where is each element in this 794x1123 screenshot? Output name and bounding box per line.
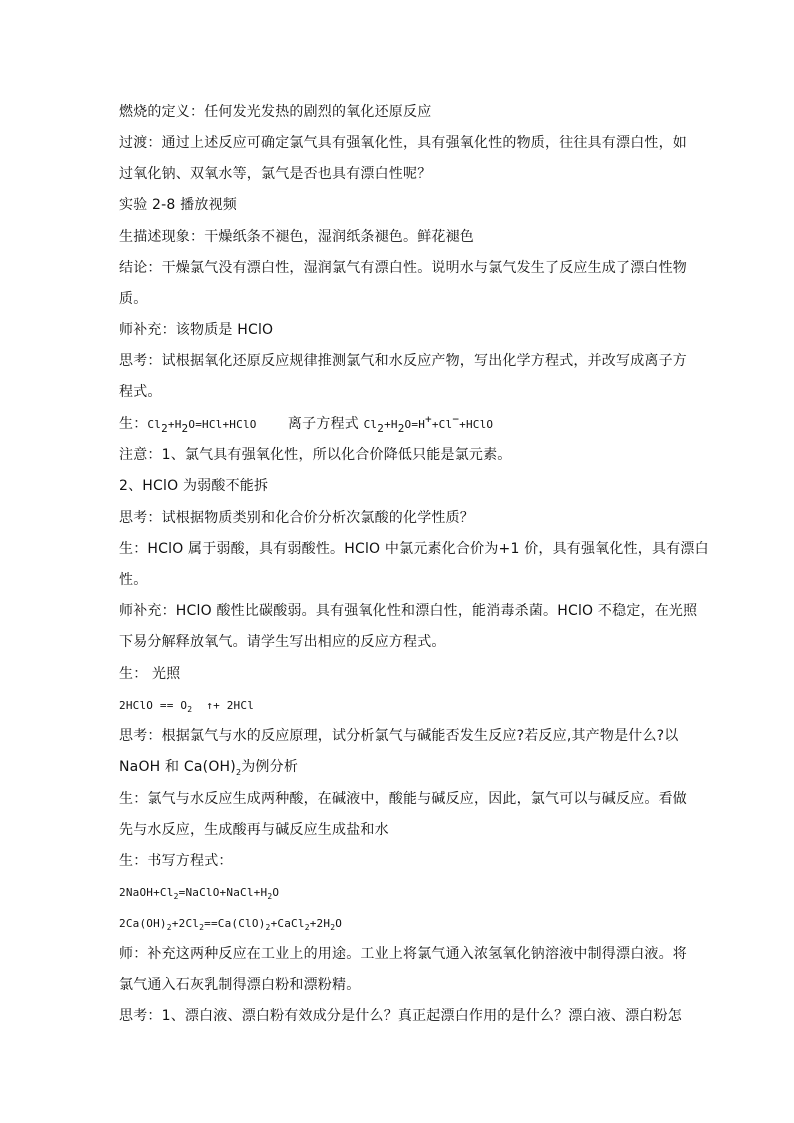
text-line: 生：氯气与水反应生成两种酸，在碱液中，酸能与碱反应，因此，氯气可以与碱反应。看做 <box>119 791 687 807</box>
text-line: 性。 <box>119 572 148 588</box>
text-line: 过氧化钠、双氧水等，氯气是否也具有漂白性呢？ <box>119 166 432 182</box>
text-line: 燃烧的定义：任何发光发热的剧烈的氧化还原反应 <box>119 104 432 120</box>
text-line: 生描述现象：干燥纸条不褪色，湿润纸条褪色。鲜花褪色 <box>119 229 474 245</box>
text-line: NaOH 和 $Ca(OH)_2$为例分析 <box>119 759 299 777</box>
text-line: 思考：1、漂白液、漂白粉有效成分是什么？真正起漂白作用的是什么？漂白液、漂白粉怎 <box>119 1008 682 1024</box>
equation-line: 生：$Cl_2+H_2O=HCl+HClO$ 离子方程式 $Cl_2+H_2O=H^++Cl^-+HClO$ <box>119 412 494 435</box>
text-line: 程式。 <box>119 384 162 400</box>
text-line: 师：补充这两种反应在工业上的用途。工业上将氯气通入浓氢氧化钠溶液中制得漂白液。将 <box>119 946 687 962</box>
text-line: 2、HClO 为弱酸不能拆 <box>119 478 269 494</box>
text-line: 师补充：该物质是 HClO <box>119 322 274 338</box>
equation-line: 2HClO == $O_2$ ↑+ 2HCl <box>119 699 255 715</box>
text-line: 师补充：HClO 酸性比碳酸弱。具有强氧化性和漂白性，能消毒杀菌。HClO 不稳定，在光照 <box>119 603 698 619</box>
equation-line: $2Ca(OH)_2+2Cl_2==Ca(ClO)_2+CaCl_2+2H_2O$ <box>119 917 343 933</box>
text-line: 思考：试根据氧化还原反应规律推测氯气和水反应产物，写出化学方程式，并改写成离子方 <box>119 353 687 369</box>
text-line: 思考：试根据物质类别和化合价分析次氯酸的化学性质？ <box>119 510 474 526</box>
text-line: 生：书写方程式： <box>119 853 233 869</box>
text-line: 结论：干燥氯气没有漂白性，湿润氯气有漂白性。说明水与氯气发生了反应生成了漂白性物 <box>119 260 687 276</box>
text-line: 注意：1、氯气具有强氧化性，所以化合价降低只能是氯元素。 <box>119 447 512 463</box>
text-line: 实验 2-8 播放视频 <box>119 197 237 213</box>
text-line: 过渡：通过上述反应可确定氯气具有强氧化性，具有强氧化性的物质，往往具有漂白性，如 <box>119 135 687 151</box>
text-line: 生： 光照 <box>119 666 181 682</box>
text-line: 先与水反应，生成酸再与碱反应生成盐和水 <box>119 822 389 838</box>
equation-line: $2NaOH+Cl_2=NaClO+NaCl+H_2O$ <box>119 886 280 902</box>
text-line: 下易分解释放氧气。请学生写出相应的反应方程式。 <box>119 634 446 650</box>
text-line: 生：HClO 属于弱酸，具有弱酸性。HClO 中氯元素化合价为+1 价，具有强氧化性，具有漂白 <box>119 541 709 557</box>
text-line: 思考：根据氯气与水的反应原理，试分析氯气与碱能否发生反应?若反应,其产物是什么?以 <box>119 728 679 744</box>
text-line: 质。 <box>119 291 148 307</box>
text-line: 氯气通入石灰乳制得漂白粉和漂粉精。 <box>119 977 361 993</box>
